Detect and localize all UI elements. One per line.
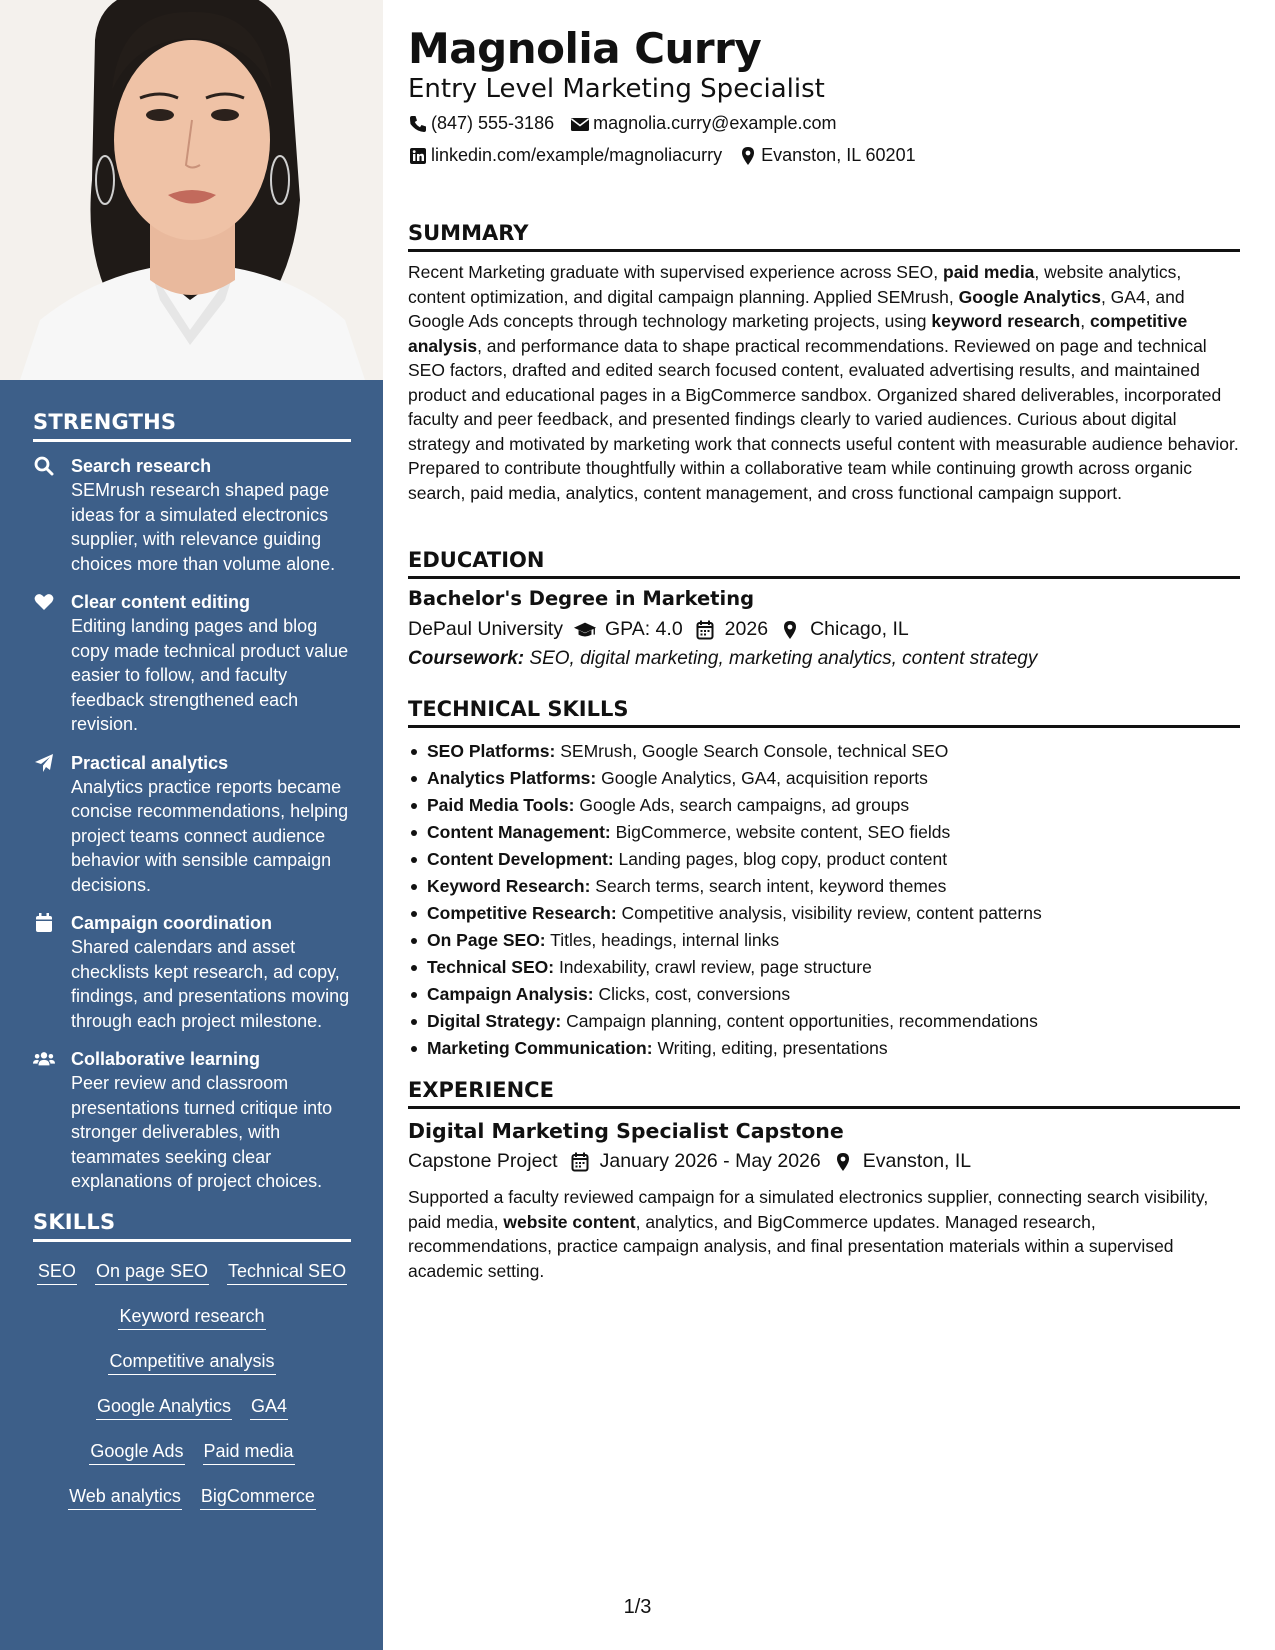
strength-item [33, 454, 351, 576]
skill-value: BigCommerce, website content, SEO fields [610, 822, 951, 842]
skill-value: Clicks, cost, conversions [593, 984, 791, 1004]
skill-value: Titles, headings, internal links [545, 930, 780, 950]
coursework-label: Coursework: [408, 648, 525, 669]
contact-line-2 [408, 145, 932, 166]
description-emphasis: website content [503, 1211, 636, 1232]
employment-dates: January 2026 - May 2026 [599, 1150, 821, 1172]
strength-title: Practical analytics [71, 752, 229, 773]
list-item [408, 765, 1240, 792]
organization-name: Capstone Project [408, 1150, 558, 1172]
summary-text [408, 260, 1240, 505]
candidate-name: Magnolia Curry [408, 24, 762, 73]
map-pin-icon [831, 1151, 855, 1173]
map-pin-icon [778, 619, 802, 641]
skill-chip: Keyword research [118, 1304, 265, 1330]
experience-heading: EXPERIENCE [408, 1078, 1240, 1109]
skill-chip: BigCommerce [200, 1484, 316, 1510]
calendar-icon [568, 1151, 592, 1173]
skill-value: Campaign planning, content opportunities, recommendations [561, 1011, 1038, 1031]
skill-label: Campaign Analysis: [427, 984, 594, 1004]
portrait-illustration [0, 0, 383, 380]
strength-description: Peer review and classroom presentations turned critique into stronger deliverables, with teammates seeking clear explanations of project choices. [71, 1073, 333, 1191]
envelope-icon [570, 114, 590, 134]
linkedin-contact[interactable] [408, 145, 722, 166]
education-heading: EDUCATION [408, 548, 1240, 579]
skill-label: On Page SEO: [427, 930, 546, 950]
skill-chip: Google Ads [89, 1439, 184, 1465]
sidebar [0, 0, 383, 1650]
gpa-value: GPA: 4.0 [604, 618, 683, 640]
strengths-list [33, 454, 351, 1194]
list-item [408, 954, 1240, 981]
skill-label: SEO Platforms: [427, 741, 556, 761]
phone-contact[interactable] [408, 113, 554, 134]
map-pin-icon [738, 146, 758, 166]
skills-heading: SKILLS [33, 1210, 351, 1242]
location-text: Evanston, IL 60201 [761, 145, 916, 165]
school-name: DePaul University [408, 618, 563, 640]
skill-value: Competitive analysis, visibility review, content patterns [616, 903, 1042, 923]
skill-row [33, 1252, 351, 1297]
list-item [408, 1008, 1240, 1035]
heart-icon [33, 592, 55, 612]
paper-plane-icon [33, 753, 55, 773]
list-item [408, 873, 1240, 900]
skill-label: Keyword Research: [427, 876, 591, 896]
skill-value: Indexability, crawl review, page structure [554, 957, 872, 977]
education-meta [408, 618, 909, 641]
users-icon [33, 1049, 55, 1069]
skill-label: Marketing Communication: [427, 1038, 653, 1058]
summary-emphasis: Google Analytics [958, 286, 1101, 307]
list-item [408, 819, 1240, 846]
strength-description: Editing landing pages and blog copy made technical product value easier to follow, and faculty feedback strengthened each revision. [71, 616, 349, 734]
job-location: Evanston, IL [862, 1150, 972, 1172]
skill-label: Digital Strategy: [427, 1011, 562, 1031]
profile-photo [0, 0, 383, 380]
strength-title: Clear content editing [71, 592, 251, 612]
list-item [408, 981, 1240, 1008]
skill-label: Content Management: [427, 822, 611, 842]
strength-title: Campaign coordination [71, 913, 273, 933]
phone-icon [408, 114, 428, 134]
strength-description: Shared calendars and asset checklists kept research, ad copy, findings, and presentations moving through each project milestone. [71, 937, 350, 1031]
strength-item [33, 1047, 351, 1194]
job-description [408, 1185, 1240, 1283]
linkedin-url: linkedin.com/example/magnoliacurry [431, 145, 723, 165]
skill-chip: Google Analytics [96, 1394, 232, 1420]
list-item [408, 846, 1240, 873]
page-number: 1/3 [623, 1596, 652, 1618]
experience-meta [408, 1150, 971, 1173]
skill-value: SEMrush, Google Search Console, technical SEO [555, 741, 949, 761]
skill-value: Writing, editing, presentations [652, 1038, 888, 1058]
skill-chip: SEO [37, 1259, 77, 1285]
school-location: Chicago, IL [810, 618, 909, 640]
skill-row [33, 1432, 351, 1477]
skill-value: Google Ads, search campaigns, ad groups [574, 795, 910, 815]
list-item [408, 900, 1240, 927]
summary-emphasis: keyword research [931, 311, 1081, 331]
skill-value: Google Analytics, GA4, acquisition reports [596, 768, 928, 788]
summary-segment: , and performance data to shape practical recommendations. Reviewed on page and technical SEO factors, drafted and edited search focused content, evaluated advertising results, and maintained product and educational pages in a BigCommerce sandbox. Organized shared deliverables, incorporated faculty and peer feedback, and presented findings clearly to varied audiences. Curious about digital strategy and motivated by marketing work that connects useful content with measurable audience behavior. Prepared to contribute thoughtfully within a collaborative team while continuing growth across organic search, paid media, analytics, content management, and cross functional campaign support. [408, 335, 1239, 503]
summary-heading: SUMMARY [408, 221, 1240, 252]
skill-value: Search terms, search intent, keyword themes [590, 876, 947, 896]
email-contact[interactable] [570, 113, 836, 134]
strength-description: Analytics practice reports became concise recommendations, helping project teams connect audience behavior with sensible campaign decisions. [71, 776, 349, 895]
skill-label: Competitive Research: [427, 903, 617, 923]
description-segment: , analytics, and BigCommerce updates. Managed research, recommendations, practice campaign analysis, and final presentation materials within a supervised academic setting. [408, 1211, 1174, 1281]
linkedin-icon [408, 146, 428, 166]
strength-description: SEMrush research shaped page ideas for a simulated electronics supplier, with relevance guiding choices more than volume alone. [71, 480, 336, 574]
description-segment: Supported a faculty reviewed campaign for a simulated electronics supplier, connecting search visibility, paid media, [408, 1187, 1209, 1232]
calendar-icon [33, 913, 55, 933]
skill-label: Content Development: [427, 849, 614, 869]
skill-chip: On page SEO [95, 1259, 209, 1285]
graduation-year: 2026 [724, 618, 769, 640]
job-role: Digital Marketing Specialist Capstone [408, 1119, 844, 1143]
coursework-list: SEO, digital marketing, marketing analytics, content strategy [524, 648, 1038, 669]
phone-number: (847) 555-3186 [431, 113, 555, 133]
search-icon [33, 456, 55, 476]
skill-label: Paid Media Tools: [427, 795, 575, 815]
summary-emphasis: paid media [943, 262, 1035, 282]
strengths-heading: STRENGTHS [33, 410, 351, 442]
sidebar-content [33, 410, 351, 1522]
summary-segment: , website analytics, content optimization, and digital campaign planning. Applied SEMrush, [408, 262, 1182, 307]
summary-segment: , GA4, and Google Ads concepts through technology marketing projects, using [408, 286, 1185, 331]
contact-line-1 [408, 113, 852, 134]
strength-item [33, 751, 351, 898]
list-item [408, 927, 1240, 954]
skill-chip: Web analytics [68, 1484, 182, 1510]
skill-label: Technical SEO: [427, 957, 555, 977]
skill-label: Analytics Platforms: [427, 768, 597, 788]
strength-item [33, 911, 351, 1033]
list-item [408, 792, 1240, 819]
skill-chip: Competitive analysis [108, 1349, 275, 1375]
summary-segment: , [1080, 311, 1090, 331]
graduation-cap-icon [573, 619, 597, 641]
summary-emphasis: competitive analysis [408, 311, 1188, 356]
skill-row [33, 1477, 351, 1522]
coursework [408, 648, 1037, 670]
list-item [408, 1035, 1240, 1062]
strength-title: Search research [71, 456, 212, 476]
skill-chip: GA4 [250, 1394, 288, 1420]
list-item [408, 738, 1240, 765]
strength-title: Collaborative learning [71, 1049, 261, 1069]
candidate-title: Entry Level Marketing Specialist [408, 74, 825, 104]
skill-chip: Paid media [203, 1439, 295, 1465]
degree-name: Bachelor's Degree in Marketing [408, 587, 755, 610]
skill-chip: Technical SEO [227, 1259, 347, 1285]
calendar-icon [693, 619, 717, 641]
technical-skills-list [408, 738, 1240, 1062]
technical-skills-heading: TECHNICAL SKILLS [408, 697, 1240, 728]
skill-row [33, 1297, 351, 1342]
email-address: magnolia.curry@example.com [593, 113, 837, 133]
summary-segment: Recent Marketing graduate with supervised experience across SEO, [408, 262, 943, 282]
strength-item [33, 590, 351, 737]
skills-list [33, 1252, 351, 1522]
skill-row [33, 1387, 351, 1432]
skill-value: Landing pages, blog copy, product content [613, 849, 948, 869]
skill-row [33, 1342, 351, 1387]
location-contact [738, 145, 915, 166]
